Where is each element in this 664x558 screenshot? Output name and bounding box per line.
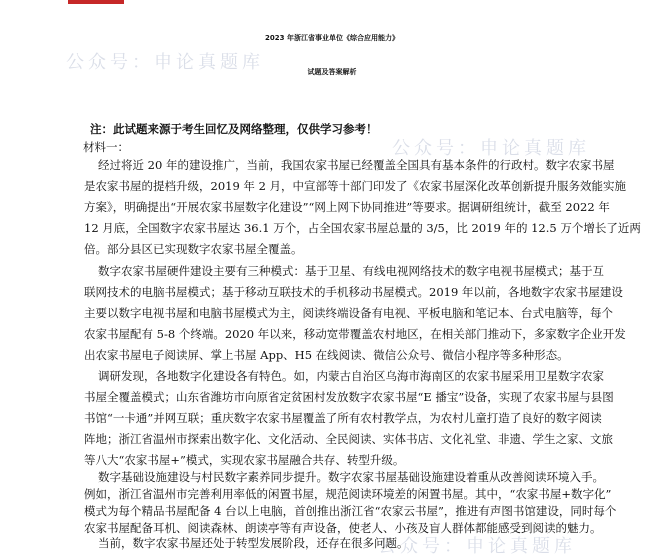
paragraph-line: 农家书屋配有 5-8 个终端。2020 年以来，移动宽带覆盖农村地区，在相关部门推动下，多家数字企业开发 bbox=[84, 327, 626, 341]
paragraph-line: 调研发现，各地数字化建设各有特色。如，内蒙古自治区乌海市海南区的农家书屋采用卫星数字农家 bbox=[98, 369, 604, 383]
paragraph-line: 数字农家书屋硬件建设主要有三种模式：基于卫星、有线电视网络技术的数字电视书屋模式；基于互 bbox=[98, 264, 604, 278]
document-subtitle: 试题及答案解析 bbox=[307, 68, 357, 76]
watermark: 公众号：申论真题库 bbox=[392, 138, 590, 159]
paragraph-line: 书馆“一卡通”并网互联；重庆数字农家书屋覆盖了所有农村教学点，为农村儿童打造了良好的数字阅读 bbox=[84, 411, 602, 425]
material-label: 材料一： bbox=[83, 140, 129, 154]
paragraph-line: 倍。部分县区已实现数字农家书屋全覆盖。 bbox=[84, 242, 303, 256]
paragraph-line: 书屋全覆盖模式；山东省潍坊市向原省定贫困村发放数字农家书屋“E 播宝”设备，实现了农家书屋与县图 bbox=[84, 390, 614, 404]
watermark: 公众号：申论真题库 bbox=[66, 52, 264, 73]
paragraph-line: 出农家书屋电子阅读屏、掌上书屋 App、H5 在线阅读、微信公众号、微信小程序等多种形态。 bbox=[84, 348, 569, 362]
document-title: 2023 年浙江省事业单位《综合应用能力》 bbox=[265, 34, 399, 42]
paragraph-line: 方案》，明确提出“开展农家书屋数字化建设”“网上网下协同推进”等要求。据调研组统计，截至 2022 年 bbox=[84, 200, 610, 214]
paragraph-line: 当前，数字农家书屋还处于转型发展阶段，还存在很多问题。 bbox=[98, 536, 409, 550]
paragraph-line: 主要以数字电视书屋和电脑书屋模式为主，阅读终端设备有电视、平板电脑和笔记本、台式电脑等，每个 bbox=[84, 306, 613, 320]
paragraph-line: 模式为每个精品书屋配备 4 台以上电脑，首创推出浙江省“农家云书屋”，推进有声图书馆建设，同时每个 bbox=[84, 504, 617, 518]
paragraph-line: 阵地；浙江省温州市探索出数字化、文化活动、全民阅读、实体书店、文化礼堂、非遗、学生之家、文旅 bbox=[84, 432, 613, 446]
watermark: 公众号：申论真题库 bbox=[378, 536, 576, 557]
paragraph-line: 数字基础设施建设与村民数字素养同步提升。数字农家书屋基础设施建设着重从改善阅读环境入手。 bbox=[98, 470, 604, 484]
source-note: 注：此试题来源于考生回忆及网络整理，仅供学习参考！ bbox=[90, 122, 378, 136]
paragraph-line: 农家书屋配备耳机、阅读森林、朗读亭等有声设备，使老人、小孩及盲人群体都能感受到阅读的魅力。 bbox=[84, 521, 602, 535]
paragraph-line: 例如，浙江省温州市完善利用率低的闲置书屋，规范阅读环境差的闲置书屋。其中，“农家书屋+数字化” bbox=[84, 487, 612, 501]
paragraph-line: 12 月底，全国数字农家书屋达 36.1 万个，占全国农家书屋总量的 3/5，比 2019 年的 12.5 万个增长了近两 bbox=[84, 221, 641, 235]
paragraph-line: 联网技术的电脑书屋模式；基于移动互联技术的手机移动书屋模式。2019 年以前，各地数字农家书屋建设 bbox=[84, 285, 623, 299]
header-red-mark bbox=[68, 0, 124, 4]
paragraph-line: 是农家书屋的提档升级，2019 年 2 月，中宣部等十部门印发了《农家书屋深化改革创新提升服务效能实施 bbox=[84, 179, 627, 193]
paragraph-line: 经过将近 20 年的建设推广，当前，我国农家书屋已经覆盖全国具有基本条件的行政村。数字农家书屋 bbox=[98, 158, 615, 172]
paragraph-line: 等八大“农家书屋+”模式，实现农家书屋融合共存、转型升级。 bbox=[84, 453, 405, 467]
